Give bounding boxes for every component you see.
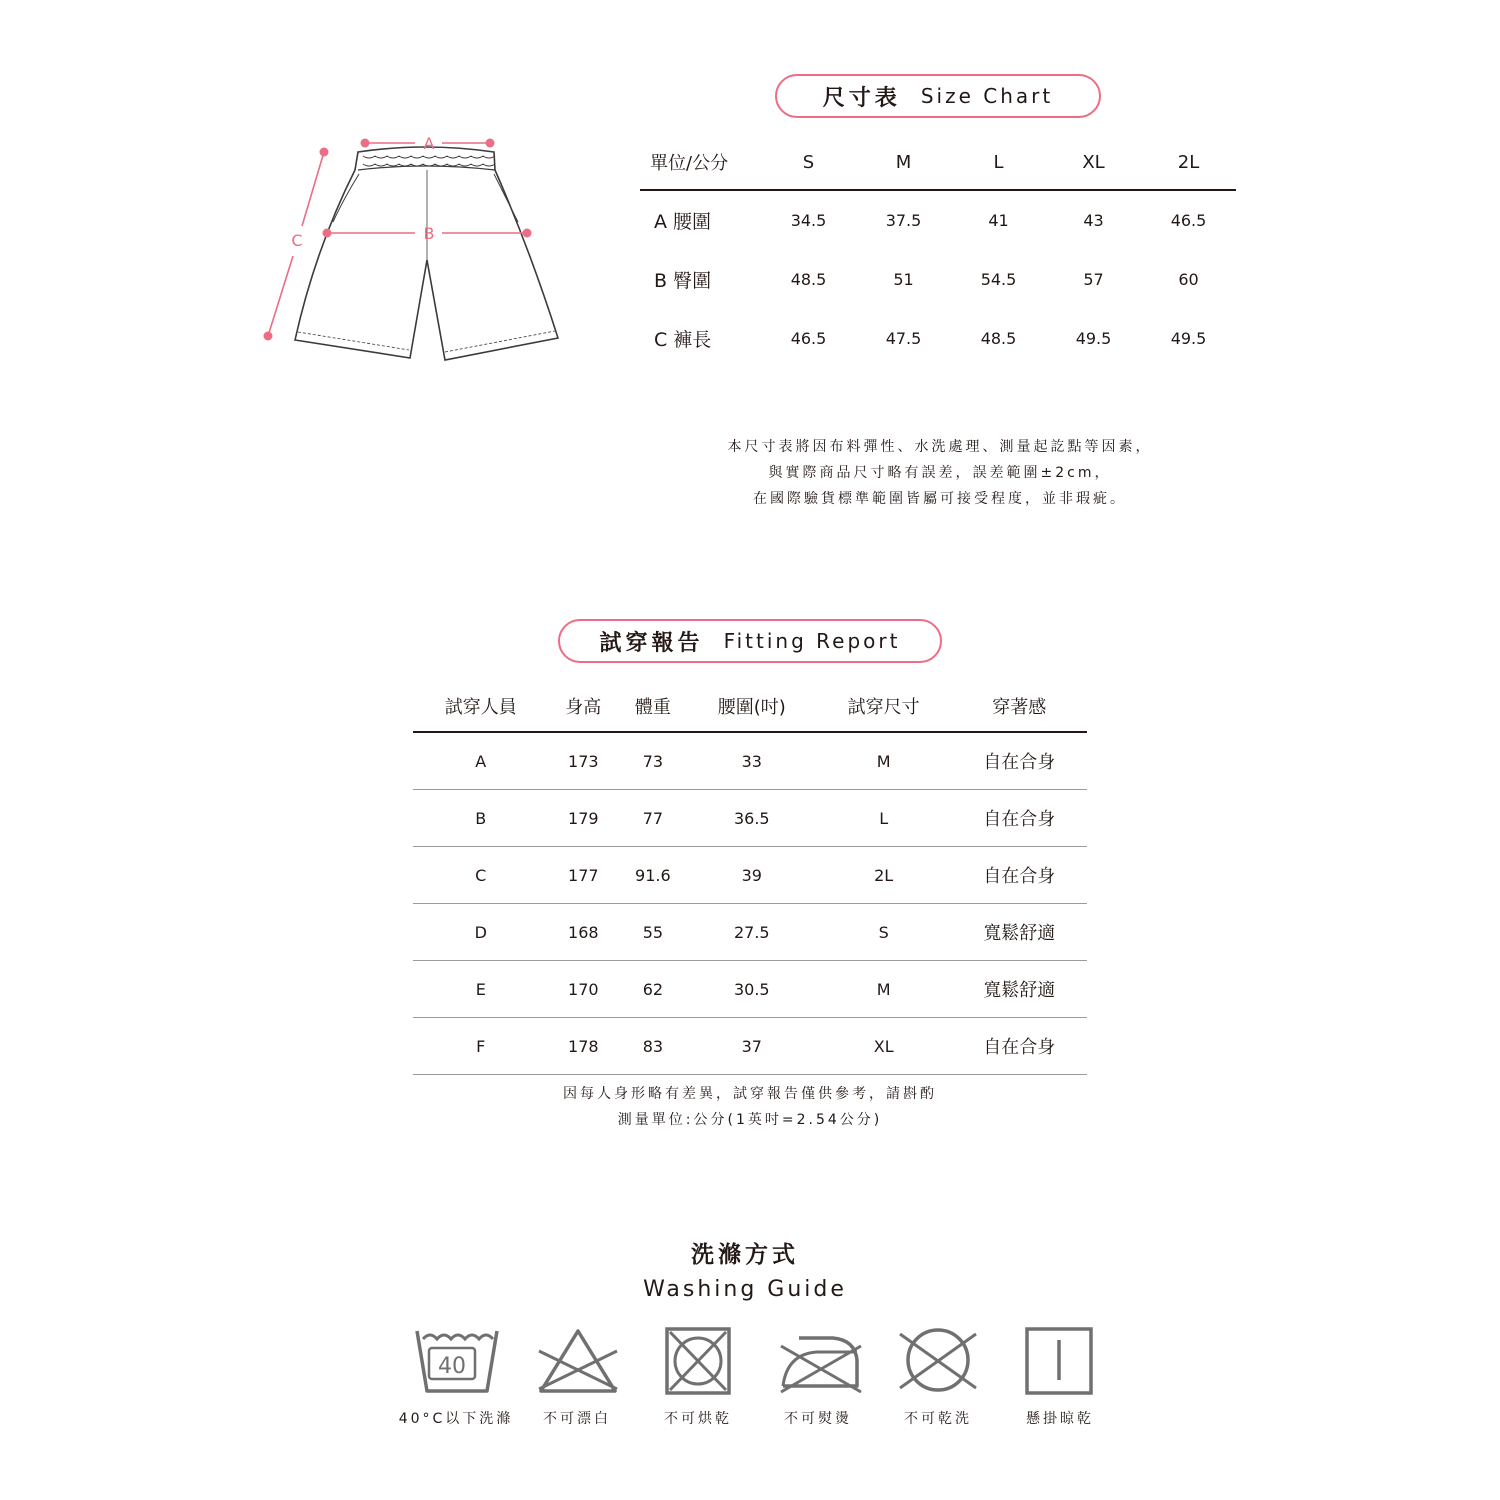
table-cell: 39 (688, 847, 816, 904)
table-cell: A (413, 732, 549, 790)
table-row (413, 790, 1087, 847)
row-label: B 臀圍 (654, 270, 712, 292)
column-header: 試穿尺寸 (816, 680, 952, 732)
table-row (413, 961, 1087, 1018)
size-note-line: 本尺寸表將因布料彈性、水洗處理、測量起訖點等因素， (727, 439, 1153, 455)
table-cell: S (816, 904, 952, 961)
washing-title-zh: 洗滌方式 (691, 1242, 799, 1268)
column-header: 腰圍(吋) (688, 680, 816, 732)
table-cell: 30.5 (688, 961, 816, 1018)
fitting-report-title (558, 619, 942, 663)
table-cell: 170 (549, 961, 619, 1018)
column-header: 試穿人員 (413, 680, 549, 732)
table-cell: 寬鬆舒適 (951, 961, 1087, 1018)
wash-label: 40°C以下洗滌 (398, 1411, 514, 1427)
size-chart-title (775, 74, 1101, 118)
size-header: S (761, 135, 856, 190)
line-dry-icon (1024, 1326, 1094, 1396)
table-cell: 27.5 (688, 904, 816, 961)
label-b: B (423, 224, 435, 243)
table-cell: 60 (1178, 270, 1199, 289)
table-cell: B (413, 790, 549, 847)
fitting-note (450, 1081, 1050, 1133)
size-header: M (856, 135, 951, 190)
table-cell: 33 (688, 732, 816, 790)
table-cell: M (816, 732, 952, 790)
shorts-diagram (255, 130, 575, 370)
column-header: 穿著感 (951, 680, 1087, 732)
table-cell: 46.5 (790, 329, 827, 348)
table-cell: 62 (618, 961, 688, 1018)
table-cell: 57 (1083, 270, 1104, 289)
table-cell: 34.5 (790, 211, 827, 230)
table-row (640, 309, 1236, 368)
table-cell: 49.5 (1075, 329, 1112, 348)
column-header: 身高 (549, 680, 619, 732)
no-dry-clean-icon (896, 1324, 980, 1396)
size-header: 2L (1141, 135, 1236, 190)
table-cell: 36.5 (688, 790, 816, 847)
table-cell: 168 (549, 904, 619, 961)
table-cell: 49.5 (1170, 329, 1207, 348)
fitting-report-title-en: Fitting Report (723, 629, 901, 653)
size-note-line: 在國際驗貨標準範圍皆屬可接受程度，並非瑕疵。 (753, 491, 1127, 507)
label-c: C (291, 231, 303, 250)
table-cell: XL (816, 1018, 952, 1075)
washing-guide-title (600, 1236, 890, 1302)
table-cell: 178 (549, 1018, 619, 1075)
row-label: C 褲長 (654, 329, 712, 351)
table-cell: D (413, 904, 549, 961)
table-cell: L (816, 790, 952, 847)
fitting-table-header (413, 680, 1087, 732)
wash-label: 不可熨燙 (784, 1411, 852, 1427)
size-header: XL (1046, 135, 1141, 190)
table-cell: 37 (688, 1018, 816, 1075)
size-header: L (951, 135, 1046, 190)
table-row (640, 250, 1236, 309)
table-row (413, 904, 1087, 961)
table-cell: 77 (618, 790, 688, 847)
table-cell: 2L (816, 847, 952, 904)
table-cell: 43 (1083, 211, 1104, 230)
size-chart-title-en: Size Chart (920, 84, 1054, 108)
no-tumble-dry-icon (664, 1326, 732, 1396)
row-label: A 腰圍 (654, 211, 712, 233)
table-cell: 48.5 (790, 270, 827, 289)
size-note-line: 與實際商品尺寸略有誤差，誤差範圍±2cm， (768, 465, 1112, 481)
table-cell: 83 (618, 1018, 688, 1075)
table-cell: 48.5 (980, 329, 1017, 348)
wash-label: 不可乾洗 (904, 1411, 972, 1427)
fitting-note-line: 測量單位:公分(1英吋=2.54公分) (617, 1112, 883, 1128)
table-cell: 91.6 (618, 847, 688, 904)
table-cell: 寬鬆舒適 (951, 904, 1087, 961)
table-cell: E (413, 961, 549, 1018)
wash-label: 懸掛晾乾 (1026, 1411, 1094, 1427)
size-table-header (640, 135, 1236, 190)
fitting-table (413, 680, 1087, 1075)
table-cell: 37.5 (885, 211, 922, 230)
table-cell: 73 (618, 732, 688, 790)
table-cell: 47.5 (885, 329, 922, 348)
wash-label: 不可烘乾 (664, 1411, 732, 1427)
label-a: A (423, 134, 435, 153)
table-cell: 51 (893, 270, 914, 289)
table-cell: C (413, 847, 549, 904)
table-row (413, 732, 1087, 790)
table-row (413, 1018, 1087, 1075)
wash-temp: 40 (438, 1354, 466, 1379)
table-cell: 179 (549, 790, 619, 847)
fitting-report-title-zh: 試穿報告 (599, 630, 704, 656)
table-cell: F (413, 1018, 549, 1075)
wash-label: 不可漂白 (543, 1411, 611, 1427)
table-cell: 自在合身 (951, 847, 1087, 904)
table-cell: 自在合身 (951, 790, 1087, 847)
table-row (413, 847, 1087, 904)
table-cell: 54.5 (980, 270, 1017, 289)
table-cell: 177 (549, 847, 619, 904)
size-table (640, 135, 1236, 368)
no-bleach-icon (537, 1327, 619, 1395)
table-cell: M (816, 961, 952, 1018)
table-row (640, 190, 1236, 250)
table-cell: 55 (618, 904, 688, 961)
table-cell: 41 (988, 211, 1009, 230)
size-chart-title-zh: 尺寸表 (822, 85, 901, 111)
size-note (640, 434, 1240, 512)
table-cell: 173 (549, 732, 619, 790)
unit-label: 單位/公分 (640, 135, 761, 190)
no-iron-icon (777, 1330, 863, 1394)
washing-title-en: Washing Guide (643, 1277, 847, 1302)
table-cell: 46.5 (1170, 211, 1207, 230)
column-header: 體重 (618, 680, 688, 732)
fitting-note-line: 因每人身形略有差異，試穿報告僅供參考，請斟酌 (563, 1086, 937, 1102)
wash-40-icon (413, 1325, 503, 1397)
table-cell: 自在合身 (951, 1018, 1087, 1075)
table-cell: 自在合身 (951, 732, 1087, 790)
